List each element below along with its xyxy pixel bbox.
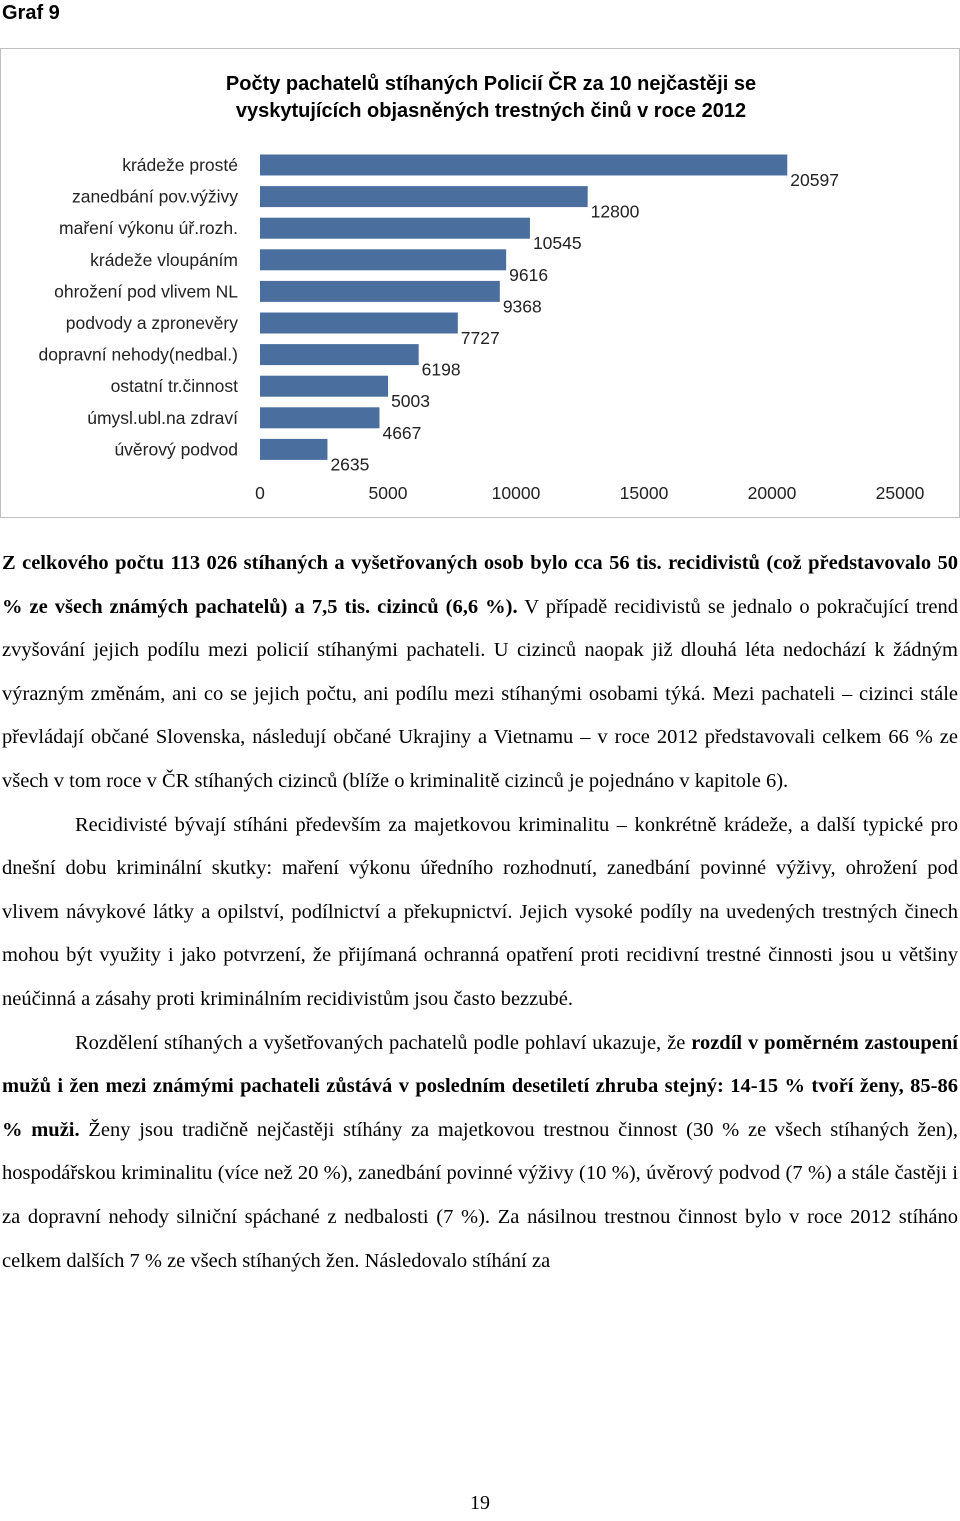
x-tick-label: 25000 <box>875 483 925 503</box>
bar <box>260 186 588 207</box>
category-label: krádeže prosté <box>122 155 238 175</box>
chart-title <box>121 71 861 125</box>
data-label: 7727 <box>460 328 500 348</box>
bar <box>260 439 327 460</box>
data-label: 20597 <box>790 170 839 190</box>
paragraph <box>2 1022 958 1284</box>
category-label: dopravní nehody(nedbal.) <box>38 344 238 365</box>
page-number: 19 <box>470 1492 490 1514</box>
bar <box>260 376 388 397</box>
category-label: podvody a zpronevěry <box>65 313 238 333</box>
x-tick-label: 5000 <box>368 483 408 503</box>
body-text <box>2 542 958 1283</box>
text-run: Recidivisté bývají stíháni především za majetkovou kriminalitu – konkrétně krádeže, a další typické pro dnešní dobu kriminální skutky: maření výkonu úředního rozhodnutí, zanedbání povinné výživy, ohrožení pod vlivem návykové látky a opilství, podílnictví a překupnictví. Jejich vysoké podíly na uvedených trestných činech mohou být využity i jako potvrzení, že přijímaná ochranná opatření proti recidivní trestné činnosti jsou u většiny neúčinná a zásahy proti kriminálním recidivistům jsou často bezzubé. <box>2 813 958 1010</box>
figure-label: Graf 9 <box>2 2 60 24</box>
bold-text: rozdíl v poměrném zastoupení mužů i žen mezi známými pachateli zůstává v posledním desetiletí zhruba stejný: 14-15 % tvoří ženy, 85-86 % muži. <box>2 1031 958 1141</box>
x-tick-label: 15000 <box>619 483 669 503</box>
chart-container <box>0 48 960 518</box>
data-label: 4667 <box>382 422 422 443</box>
data-label: 12800 <box>590 201 640 222</box>
bar <box>260 281 500 302</box>
category-label: úmysl.ubl.na zdraví <box>87 407 238 428</box>
category-label: zanedbání pov.výživy <box>71 186 238 207</box>
text-run: V případě recidivistů se jednalo o pokračující trend zvyšování jejich podílu mezi policií stíhanými pachateli. U cizinců naopak již dlouhá léta nedochází k žádným výrazným změnám, ani co se jejich počtu, ani podílu mezi stíhanými osobami týká. Mezi pachateli – cizinci stále převládají občané Slovenska, následují občané Ukrajiny a Vietnamu – v roce 2012 představovali celkem 66 % ze všech v tom roce v ČR stíhaných cizinců (blíže o kriminalitě cizinců je pojednáno v kapitole 6). <box>2 595 958 792</box>
text-run: Rozdělení stíhaných a vyšetřovaných pachatelů podle pohlaví ukazuje, že <box>75 1031 692 1054</box>
bar <box>260 155 787 176</box>
bar <box>260 407 379 428</box>
paragraph <box>2 542 958 804</box>
chart-title-line: vyskytujících objasněných trestných činů v roce 2012 <box>235 100 747 122</box>
category-label: ostatní tr.činnost <box>110 376 238 397</box>
text-run: Ženy jsou tradičně nejčastěji stíhány za majetkovou trestnou činnost (30 % ze všech stíhaných žen), hospodářskou kriminalitu (více než 20 %), zanedbání povinné výživy (10 %), úvěrový podvod (7 %) a stále častěji i za dopravní nehody silniční spáchané z nedbalosti (7 %). Za násilnou trestnou činnost bylo v roce 2012 stíháno celkem dalších 7 % ze všech stíhaných žen. Následovalo stíhání za <box>2 1118 959 1272</box>
x-tick-label: 20000 <box>747 483 797 503</box>
x-tick-label: 0 <box>255 483 265 503</box>
data-label: 6198 <box>421 359 461 380</box>
paragraph <box>2 804 958 1022</box>
x-tick-label: 10000 <box>491 483 541 503</box>
bar <box>260 313 458 334</box>
bar <box>260 249 506 270</box>
category-label: maření výkonu úř.rozh. <box>59 218 238 239</box>
bar <box>260 344 419 365</box>
data-label: 2635 <box>330 454 370 475</box>
category-label: úvěrový podvod <box>114 439 238 460</box>
category-label: krádeže vloupáním <box>90 249 238 270</box>
bold-text: Z celkového počtu 113 026 stíhaných a vyšetřovaných osob bylo cca 56 tis. recidivistů (což představovalo 50 % ze všech známých pachatelů) a 7,5 tis. cizinců (6,6 %). <box>2 552 958 618</box>
data-label: 5003 <box>391 391 431 412</box>
data-label: 10545 <box>532 233 582 254</box>
category-label: ohrožení pod vlivem NL <box>54 281 238 302</box>
data-label: 9616 <box>509 264 549 285</box>
chart-title-line: Počty pachatelů stíhaných Policií ČR za 10 nejčastěji se <box>225 73 757 95</box>
bar <box>260 218 530 239</box>
data-label: 9368 <box>502 296 542 317</box>
